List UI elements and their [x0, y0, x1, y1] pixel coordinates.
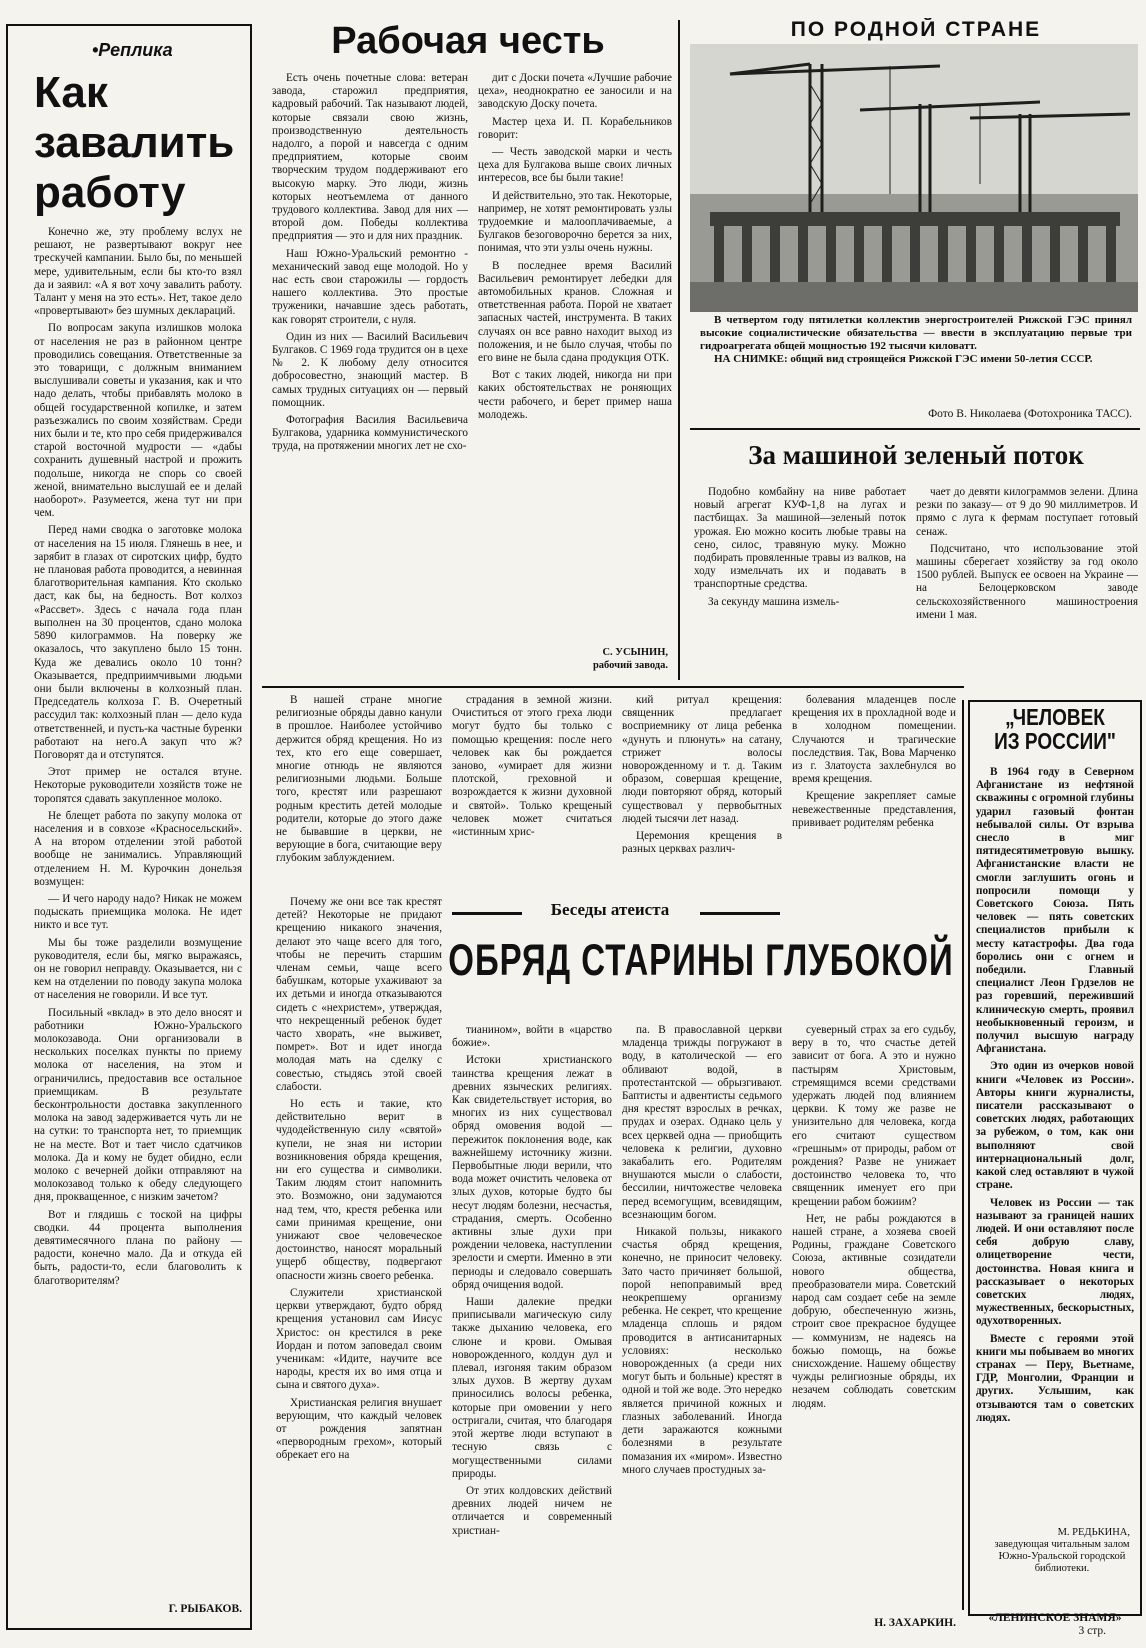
chelovek-title-line: ИЗ РОССИИ"	[994, 729, 1116, 755]
paragraph: В 1964 году в Северном Афганистане из нефтяной скважины с огромной глубины ударил газовый фонтан небывалой силы. От взрыва снесло в миг пятидесятиметровую вышку. Афганистанские власти не смогли заглушить огонь и попросили помощи у Советского Союза. Пять человек — пять советских специалистов прибыли к месту катастрофы. Два года боролись они с огнем и победили. Главный специалист Леон Грдзелов не раз горевший, переживший клиническую смерть, проявил необыкновенный героизм, и получил высшую награду Афганистана.	[976, 766, 1134, 1056]
rule-vertical	[962, 700, 964, 1610]
replika-rubric: •Реплика	[92, 40, 173, 60]
paragraph: В нашей стране многие религиозные обряды давно канули в прошлое. Наиболее устойчиво держится обряд крещения. Но из тех, кто его еще совершает, многие отнюдь не являются религиозными людьми. Больше того, крестят или разрешают родным крестить детей молодые родители, которые до этого даже не бывавшие в церкви, не верующие в бога, считающие веру глубоким заблуждением.	[276, 694, 442, 865]
rabochaya-col1	[272, 72, 468, 676]
paragraph: чает до девяти килограммов зелени. Длина резки по заказу— от 9 до 90 миллиметров. И прямо с луга к фермам поступает готовый сенаж.	[916, 486, 1138, 538]
potok-col2	[916, 486, 1138, 678]
chelovek-title-line: „ЧЕЛОВЕК	[1005, 708, 1105, 731]
paragraph: Почему же они все так крестят детей? Некоторые не придают крещению никакого значения, делают это чаще всего для того, чтобы не перечить старшим членам семьи, чаще всего бабушкам, которые ухаживают за их детьми и иногда отказываются сидеть с «нехристем», утверждая, что некрещенный ребенок будет часто хворать, «не выживет, помрет». Вот и идет иногда молодая мать на сделку с совестью, стыдясь этой своей слабости.	[276, 896, 442, 1093]
paragraph: Наши далекие предки приписывали магическую силу также дыханию человека, его слюне и крови. Омывая новорожденного, колдун дул и плевал, изгоняя таким образом злых духов. В жертву духам приносились волосы ребенка, которые при омовении у него остригали, считая, что благодаря этой жертве люди вступают в тесную связь с могущественными силами природы.	[452, 1296, 612, 1480]
paragraph: Один из них — Василий Васильевич Булгаков. С 1969 года трудится он в цехе № 2. К любому делу относится добросовестно, знающий мастер. В самых трудных ситуациях он — первый помощник.	[272, 330, 468, 409]
rabochaya-title: Рабочая честь	[331, 20, 605, 62]
paragraph: суеверный страх за его судьбу, веру в то, что счастье детей зависит от бога. А это и нужно пастырям Христовым, стремящимся всеми средствами удержать людей под влиянием церкви. К тому же разве не унизительно для человека, когда его считают существом «грешным» от природы, рабом от рождения? Разве не унижает достоинство человека то, что священник именует его при крещении рабом божиим?	[792, 1024, 956, 1208]
paragraph: Человек из России — так называют за границей наших людей. И они оставляют после себя добрую славу, олицетворение чести, достоинства. Новая книга и рассказывает о некоторых советских людях, мужественных, бескорыстных, одухотворенных.	[976, 1196, 1134, 1328]
obryad-col4	[792, 1024, 956, 1600]
rodnoy-caption	[700, 314, 1132, 366]
paragraph: Вот и глядишь с тоской на цифры сводки. 44 процента выполнения девятимесячного плана по району — радости, конечно мало. Да и откуда ей быть, радости-то, если благоволить к благотворителям?	[34, 1208, 242, 1287]
paragraph: дит с Доски почета «Лучшие рабочие цеха», неоднократно ее заносили и на заводскую Доску почета.	[478, 72, 672, 111]
replika-title-line: Как	[34, 68, 108, 117]
obryad-rubric-line-right	[700, 912, 780, 915]
rule-horizontal	[690, 428, 1140, 430]
obryad-col1	[276, 896, 442, 1632]
chelovek-signature: М. РЕДЬКИНА,	[1057, 1527, 1130, 1538]
paragraph: — Честь заводской марки и честь цеха для Булгакова выше своих личных интересов, все бы были такие!	[478, 146, 672, 185]
paragraph: па. В православной церкви младенца трижды погружают в воду, в католической — его обливают водой, в протестантской — обрызгивают. Баптисты и адвентисты седьмого дня крестят взрослых в речках, прудах и озерах. Однако цель у всех церквей одна — приобщить человека к религии, духовно закабалить его. Родителям внушаются мысли о слабости, бессилии, ничтожестве человека перед всемогущим, всевидящим, всезнающим богом.	[622, 1024, 782, 1221]
paragraph: Не блещет работа по закупу молока от населения и в совхозе «Красносельский». А на втором отделении этой работой вообще не занимались. Управляющий отделением Н. М. Курочкин донельзя возмущен:	[34, 809, 242, 888]
paragraph: Посильный «вклад» в это дело вносят и работники Южно-Уральского молокозавода. Они организовали в нескольких поселках пункты по приему молока от населения, на этом и ограничились, предоставив все остальное приемщикам. В результате бесконтрольности доставка закупленного молока на завод задерживается чуть ли не на сутки: то транспорта нет, то приемщик не на месте. Вот и тает число сдатчиков молока. Да и кому не будет обидно, если молоко с вечерней дойки отправляют на молокозавод только к обеду следующего дня, прокващенное, с низким зачетом?	[34, 1006, 242, 1204]
paragraph: Служители христианской церкви утверждают, будто обряд крещения установил сам Иисус Христос: он крестился в реке Иордан и потом заповедал своим ученикам: «Идите, научите все народы, крестя их во имя отца и сына и святого духа».	[276, 1286, 442, 1392]
rule-horizontal	[262, 686, 964, 688]
replika-title-line: работу	[34, 168, 186, 217]
paragraph: Мастер цеха И. П. Корабельников говорит:	[478, 115, 672, 141]
obryad-top-col3	[622, 694, 782, 854]
rodnoy-header: ПО РОДНОЙ СТРАНЕ	[790, 18, 1042, 41]
paragraph: Мы бы тоже разделили возмущение руководителя, если бы, мягко выражаясь, он не говорил неправду. Оказывается, ни с кем на отделении по поводу закупа молока от населения не говорили. И все тут.	[34, 936, 242, 1002]
paragraph: Христианская религия внушает верующим, что каждый человек от рождения запятнан «первородным грехом», который обрекает его на	[276, 1396, 442, 1462]
obryad-title: ОБРЯД СТАРИНЫ ГЛУБОКОЙ	[448, 934, 954, 985]
potok-title: За машиной зеленый поток	[748, 440, 1084, 470]
replika-title	[34, 68, 248, 218]
footer-page-number: 3 стр.	[1078, 1625, 1106, 1637]
chelovek-body	[976, 766, 1134, 1526]
paragraph: Этот пример не остался втуне. Некоторые руководители хозяйств тоже не торопятся сдавать закупленное молоко.	[34, 766, 242, 805]
chelovek-title	[972, 708, 1138, 756]
paragraph: По вопросам закупа излишков молока от населения не раз в районном центре проводились совещания. Ответственные за это товарищи, с должным вниманием выслушивали советы и указания, как и что надо делать, чтобы прибавлять молоко в общей государственной копилке, и затем разъезжались по своим хозяйствам. Среди них были и те, кто про себя придерживался старой восточной мудрости — «дабы сохранить душевный настрой и прожить подольше, никогда не спорь со своей женой, внимательно выслушай ее и делай наоборот». Разумеется, жена тут ни при чем.	[34, 322, 242, 520]
paragraph: Перед нами сводка о заготовке молока от населения на 15 июля. Глянешь в нее, и зарябит в глазах от сиротских цифр, будто не плановая работа проводится, а невинная благотворительная кампания. Кто сколько даст, как бы, на бедность. Вот колхоз «Рассвет». Здесь с начала года план выполнен на 30 процентов, сдано молока 5890 килограммов. На поверку же оказалось, что закуплено было 15 тонн. Куда же девались около 10 тонн? Оказывается, предприимчивыми людьми они были включены в колхозный план. Председатель колхоза Г. В. Очеретный рассудил так: колхозный план — дело куда ответственней, и пусть-ка частные буренки работают на него.А закуп что ж? Поговорят да и отступятся.	[34, 524, 242, 761]
paragraph: Никакой пользы, никакого счастья обряд крещения, конечно, не приносит человеку. Зато часто причиняет большой, порой непоправимый вред неокрепшему организму ребенка. Не секрет, что крещение младенца сплошь и рядом проводится в антисанитарных условиях: несколько новорожденных (а среди них могут быть и больные) крестят в одной и той же воде. Это нередко является причиной кожных и глазных заболеваний. Иногда дети заражаются кожными болезнями в результате помазания их «миром». Известно много случаев простудных за-	[622, 1226, 782, 1476]
replika-title-line: завалить	[34, 118, 235, 167]
paragraph: болевания младенцев после крещения их в прохладной воде и в холодном помещении. Случаются и трагические последствия. Так, Вова Марченко из г. Златоуста захлебнулся во время крещения.	[792, 694, 956, 786]
caption-text: В четвертом году пятилетки коллектив энергостроителей Рижской ГЭС принял высокие социалистические обязательства — ввести в эксплуатацию первые три гидроагрегата общей мощностью 192 тысячи киловатт.	[700, 314, 1132, 352]
obryad-rubric-line-left	[452, 912, 522, 915]
rule-vertical	[678, 20, 680, 680]
rabochaya-col2	[478, 72, 672, 638]
paragraph: Вот с таких людей, никогда ни при каких обстоятельствах не роняющих чести рабочего, и берет пример наша молодежь.	[478, 369, 672, 421]
paragraph: тианином», войти в «царство божие».	[452, 1024, 612, 1050]
rabochaya-signature-role: рабочий завода.	[592, 660, 668, 671]
chelovek-signature-block	[976, 1526, 1134, 1575]
paragraph: Конечно же, эту проблему вслух не решают, не развертывают вокруг нее трескучей кампании. Было бы, по меньшей мере, удивительным, если бы кто-то взял да и заявил: «А я вот хочу завалить работу. Талант у меня на это есть». Нет, такое дело «провертывают» без шумных деклараций.	[34, 226, 242, 318]
obryad-col2	[452, 1024, 612, 1632]
paragraph: Вместе с героями этой книги мы побываем во многих странах — Перу, Вьетнаме, ГДР, Монголии, Франции и других. Услышим, как отзываются там о советских людях.	[976, 1332, 1134, 1424]
dam-crane-photo	[690, 44, 1138, 312]
obryad-rubric: Беседы атеиста	[550, 900, 670, 919]
potok-col1	[694, 486, 906, 678]
obryad-top-col4	[792, 694, 956, 874]
paragraph: Фотография Василия Васильевича Булгакова, ударника коммунистического труда, на протяжении многих лет не схо-	[272, 414, 468, 453]
obryad-top-col1	[276, 694, 442, 884]
rabochaya-signature-block	[478, 646, 672, 672]
paragraph: Истоки христианского таинства крещения лежат в древних языческих религиях. Как свидетельствует история, во многих из них существовал обряд омовения водой — пережиток поклонения воде, как важнейшему источнику жизни. Первобытные люди верили, что вода может очистить человека от злых духов, которые будто бы несут людям болезни, несчастья, страдания, смерть. Особенно активны злые духи при рождении человека, наступлении зрелости и смерти. Именно в эти периоды и следовало совершать обряд очищения водой.	[452, 1054, 612, 1291]
caption-label: НА СНИМКЕ:	[714, 353, 788, 365]
rabochaya-signature: С. УСЫНИН,	[602, 647, 668, 658]
paragraph: Крещение закрепляет самые невежественные представления, прививает родителям ребенка	[792, 790, 956, 829]
replika-signature: Г. РЫБАКОВ.	[168, 1603, 242, 1615]
rodnoy-photo	[690, 44, 1138, 312]
paragraph: Подобно комбайну на ниве работает новый агрегат КУФ-1,8 на лугах и пастбищах. За машиной—зеленый поток урожая. Ею можно косить любые травы на сено, силос, травяную муку. Можно подбирать провяленные травы из валков, на ходу измельчать их и подавать в транспортные средства.	[694, 486, 906, 591]
caption-rest: общий вид строящейся Рижской ГЭС имени 50-летия СССР.	[790, 353, 1093, 365]
paragraph: От этих колдовских действий древних людей ничем не отличается и современный христиан-	[452, 1484, 612, 1537]
paragraph: Нет, не рабы рождаются в нашей стране, а хозяева своей Родины, граждане Советского Союза, активные созидатели нового общества, преобразователи мира. Советский народ сам создает себе на земле добрую, обеспеченную жизнь, строит свое прекрасное будущее — коммунизм, не надеясь на божью помощь, на божье снисхождение. Нашему обществу чужды религиозные обряды, их незачем соблюдать советским людям.	[792, 1212, 956, 1410]
obryad-col3	[622, 1024, 782, 1632]
rodnoy-credit: Фото В. Николаева (Фотохроника ТАСС).	[928, 408, 1132, 420]
paragraph: Есть очень почетные слова: ветеран завода, старожил предприятия, кадровый рабочий. Так называют людей, которые связали свою жизнь, производственную деятельность надолго, а порой и навсегда с одним предприятием, которые своим творческим трудом поддерживают его высокую марку. Это люди, жизнь которых неотъемлема от данного трудового коллектива. Завод для них — второй дом. Победы коллектива предприятия — это и для них праздник.	[272, 72, 468, 243]
paragraph: И действительно, это так. Некоторые, например, не хотят ремонтировать узлы трудоемкие и малооплачиваемые, а Булгаков безоговорочно берется за них, понимая, что эти узлы очень нужны.	[478, 189, 672, 255]
footer	[968, 1612, 1142, 1638]
paragraph: В последнее время Василий Васильевич ремонтирует лебедки для автомобильных кранов. Сложная и ответственная работа. Порой не хватает запасных частей, инструмента. В таких случаях он все равно находит выход из положения, и не было случая, чтобы по его вине не была сдана продукция ОТК.	[478, 259, 672, 365]
paragraph: Но есть и такие, кто действительно верит в чудодейственную силу «святой» купели, не зная ни истории возникновения обряда крещения, ни его существа и символики. Таким людям стоит напомнить это. Возможно, они задумаются над тем, что, крестя ребенка или сами принимая крещение, они унижают свое человеческое достоинство, наносят моральный ущерб обществу, подвергают опасности жизнь своего ребенка.	[276, 1098, 442, 1282]
obryad-top-col2	[452, 694, 612, 874]
obryad-signature: Н. ЗАХАРКИН.	[874, 1617, 956, 1629]
paragraph: — И чего народу надо? Никак не можем подыскать приемщика молока. Не идет никто и все тут.	[34, 892, 242, 932]
paragraph: кий ритуал крещения: священник предлагает восприемнику от лица ребенка «дунуть и плюнуть» на сатану, стрижет волосы новорожденному и т. д. Таким образом, совершая крещение, люди повторяют обряд, который существовал у первобытных людей тысячи лет назад.	[622, 694, 782, 825]
paragraph: страдания в земной жизни. Очиститься от этого греха люди могут будто бы только с помощью крещения: после него человек как бы рождается заново, «умирает для жизни плотской, греховной и возрождается к жизни духовной и святой». Только крещеный человек может считаться «истинным хрис-	[452, 694, 612, 839]
paragraph: Это один из очерков новой книги «Человек из России». Авторы книги журналисты, писатели рассказывают о советских людях, работающих за рубежом, о том, как они выполняют свой интернациональный долг, какой след оставляют в чужой стране.	[976, 1060, 1134, 1192]
paragraph: Церемония крещения в разных церквах различ-	[622, 830, 782, 854]
paragraph: За секунду машина измель-	[708, 595, 840, 608]
paragraph: Наш Южно-Уральский ремонтно - механический завод еще молодой. Но у нас есть свои старожилы — гордость нашего коллектива. Это простые труженики, начавшие здесь работать, как говорят строители, с нуля.	[272, 247, 468, 326]
caption-label-line	[700, 353, 1132, 366]
footer-paper-name: «ЛЕНИНСКОЕ ЗНАМЯ»	[988, 1612, 1122, 1624]
chelovek-signature-role: заведующая читальным залом Южно-Уральской городской библиотеки.	[994, 1539, 1130, 1574]
paragraph: Подсчитано, что использование этой машины сберегает хозяйству за год около 1500 рублей. Выпуск ее освоен на Украине — на Белоцерковском заводе сельскохозяйственного машиностроения имени 1 мая.	[916, 542, 1138, 621]
replika-body	[34, 226, 242, 1598]
